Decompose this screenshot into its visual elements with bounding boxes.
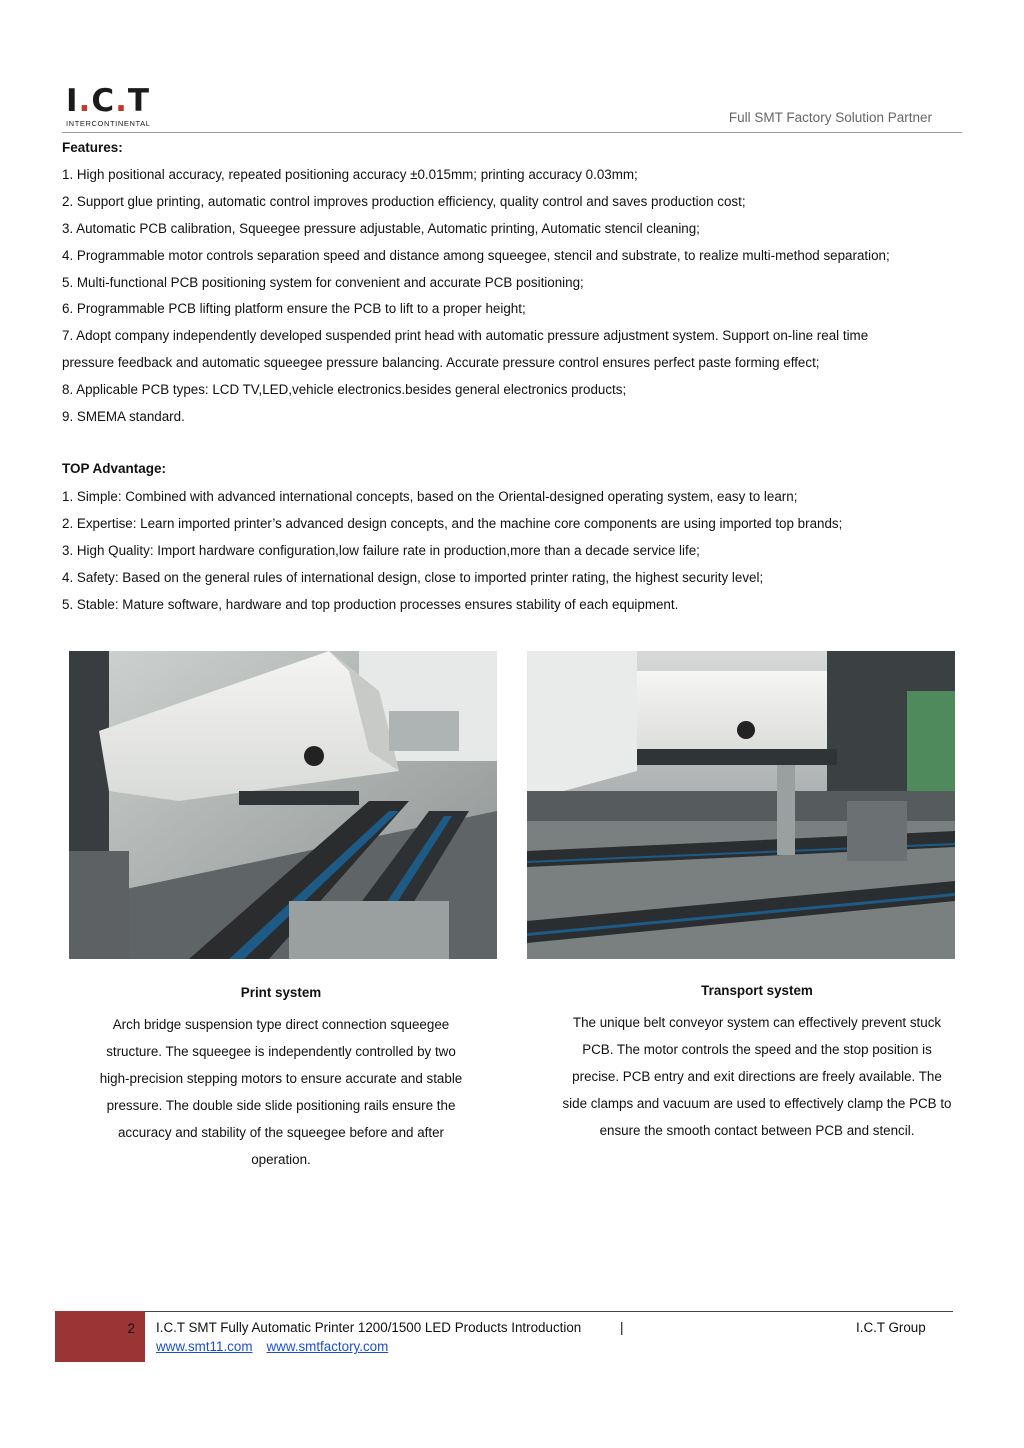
- features-title: Features:: [62, 140, 123, 155]
- footer-links: [156, 1339, 388, 1354]
- print-system-title: Print system: [240, 985, 322, 1000]
- print-system-line: high-precision stepping motors to ensure accurate and stable: [99, 1071, 463, 1086]
- logo-subtext: INTERCONTINENTAL: [66, 119, 151, 128]
- footer-divider: [145, 1311, 953, 1312]
- feature-line: 2. Support glue printing, automatic control improves production efficiency, quality control and saves production cost;: [62, 193, 746, 209]
- transport-system-line: side clamps and vacuum are used to effectively clamp the PCB to: [562, 1096, 952, 1111]
- footer-document-title: I.C.T SMT Fully Automatic Printer 1200/1500 LED Products Introduction: [156, 1320, 582, 1335]
- feature-line: 3. Automatic PCB calibration, Squeegee pressure adjustable, Automatic printing, Automatic stencil cleaning;: [62, 220, 700, 236]
- feature-line: pressure feedback and automatic squeegee pressure balancing. Accurate pressure control ensures perfect paste forming effect;: [62, 355, 820, 371]
- transport-system-line: precise. PCB entry and exit directions are freely available. The: [572, 1069, 942, 1084]
- print-system-caption: [66, 984, 496, 1173]
- header-divider: [62, 132, 962, 133]
- advantage-line: 4. Safety: Based on the general rules of international design, close to imported printer rating, the highest security level;: [62, 569, 764, 585]
- company-logo: [66, 83, 166, 130]
- logo-mark: I.C.T: [66, 83, 151, 119]
- footer-separator: |: [620, 1320, 624, 1335]
- header-tagline: Full SMT Factory Solution Partner: [728, 110, 932, 125]
- print-system-line: structure. The squeegee is independently controlled by two: [106, 1044, 456, 1059]
- feature-line: 9. SMEMA standard.: [62, 409, 185, 425]
- footer-page-box: [55, 1311, 145, 1362]
- feature-line: 4. Programmable motor controls separation speed and distance among squeegee, stencil and substrate, to realize multi-method separation;: [62, 247, 890, 263]
- advantage-line: 1. Simple: Combined with advanced international concepts, based on the Oriental-designed operating system, easy to learn;: [62, 489, 798, 504]
- feature-line: 6. Programmable PCB lifting platform ensure the PCB to lift to a proper height;: [62, 301, 526, 317]
- transport-system-line: ensure the smooth contact between PCB and stencil.: [599, 1123, 915, 1138]
- features-list: [62, 166, 890, 435]
- feature-line: 1. High positional accuracy, repeated positioning accuracy ±0.015mm; printing accuracy 0.03mm;: [62, 167, 638, 182]
- transport-system-caption: [542, 982, 972, 1144]
- feature-line: 5. Multi-functional PCB positioning system for convenient and accurate PCB positioning;: [62, 274, 584, 290]
- transport-system-title: Transport system: [701, 983, 813, 998]
- advantage-line: 2. Expertise: Learn imported printer’s advanced design concepts, and the machine core components are using imported top brands;: [62, 515, 843, 531]
- print-system-line: operation.: [251, 1152, 311, 1167]
- feature-line: 7. Adopt company independently developed suspended print head with automatic pressure adjustment system. Support on-line real time: [62, 328, 869, 344]
- top-advantage-list: [62, 488, 842, 622]
- feature-line: 8. Applicable PCB types: LCD TV,LED,vehicle electronics.besides general electronics products;: [62, 382, 627, 398]
- footer-link-smt11[interactable]: www.smt11.com: [156, 1339, 253, 1354]
- print-system-line: pressure. The double side slide positioning rails ensure the: [106, 1098, 456, 1113]
- advantage-line: 5. Stable: Mature software, hardware and top production processes ensures stability of each equipment.: [62, 596, 679, 612]
- top-advantage-title: TOP Advantage:: [62, 461, 167, 476]
- transport-system-line: The unique belt conveyor system can effectively prevent stuck: [572, 1015, 942, 1030]
- footer-company: I.C.T Group: [856, 1320, 926, 1335]
- transport-system-photo: [527, 651, 955, 959]
- print-system-line: Arch bridge suspension type direct connection squeegee: [112, 1017, 450, 1032]
- print-system-line: accuracy and stability of the squeegee before and after: [117, 1125, 445, 1140]
- advantage-line: 3. High Quality: Import hardware configuration,low failure rate in production,more than a decade service life;: [62, 542, 700, 558]
- transport-system-line: PCB. The motor controls the speed and the stop position is: [582, 1042, 932, 1057]
- print-system-photo: [69, 651, 497, 959]
- footer-link-smtfactory[interactable]: www.smtfactory.com: [266, 1339, 389, 1354]
- page-number: 2: [127, 1321, 135, 1336]
